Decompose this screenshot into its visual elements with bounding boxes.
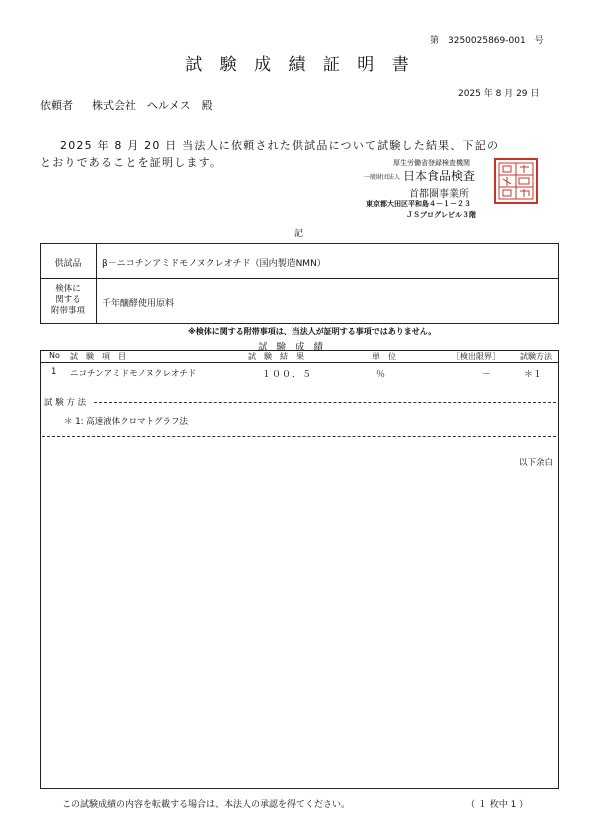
- statement-line-2: とおりであることを証明します。: [40, 156, 223, 169]
- sample-label: 供試品: [54, 259, 82, 269]
- col-method: 試験方法: [520, 352, 552, 361]
- document-title: 試 験 成 績 証 明 書: [185, 55, 415, 75]
- client-label: 依頼者: [40, 99, 73, 112]
- issuer-address-2: ＪＳプログレビル３階: [406, 211, 476, 219]
- issuer-org-prefix: 一般財団法人: [364, 174, 401, 181]
- attached-info-label: 検体に 関する 附帯事項: [50, 284, 85, 316]
- issue-date: 2025 年 8 月 29 日: [458, 89, 540, 99]
- issuer-address-1: 東京都大田区平和島４－１－２３: [366, 200, 471, 208]
- col-unit: 単 位: [372, 352, 396, 361]
- method-item: ＊ 1: 高速液体クロマトグラフ法: [64, 417, 189, 427]
- sample-value: β－ニコチンアミドモノヌクレオチド（国内製造NMN）: [102, 259, 326, 269]
- official-seal-stamp: [494, 158, 538, 204]
- client-name: 株式会社 ヘルメス 殿: [92, 99, 213, 112]
- col-item: 試 験 項 目: [70, 352, 126, 361]
- document-number: 第 3250025869-001 号: [430, 36, 544, 46]
- row-no: 1: [51, 367, 57, 377]
- attached-info-value: 千年醸酵使用原料: [102, 299, 175, 309]
- row-item: ニコチンアミドモノヌクレオチド: [70, 369, 197, 379]
- sample-note: ※検体に関する附帯事項は、当法人が証明する事項ではありません。: [188, 327, 437, 336]
- row-limit: －: [482, 370, 492, 380]
- statement-line-1: 2025 年 8 月 20 日 当法人に依頼された供試品について試験した結果、下記の: [60, 139, 500, 152]
- col-limit: ［検出限界］: [452, 352, 500, 361]
- issuer-office: 首都圏事業所: [409, 189, 469, 200]
- col-no: No: [49, 351, 60, 360]
- row-result: １００．５: [262, 370, 313, 380]
- results-heading: 試 験 成 績: [258, 342, 327, 353]
- end-note: 以下余白: [519, 458, 554, 468]
- col-result: 試 験 結 果: [248, 352, 304, 361]
- issuer-org-name: 日本食品検査: [403, 169, 476, 183]
- page-indicator: （ １ 枚中 1 ）: [466, 800, 529, 810]
- row-unit: ％: [376, 370, 386, 380]
- row-method: ＊１: [524, 370, 543, 380]
- issuer-registration: 厚生労働省登録検査機関: [393, 159, 470, 167]
- ki-marker: 記: [294, 229, 304, 239]
- footer-notice: この試験成績の内容を転載する場合は、本法人の承認を得てください。: [62, 800, 351, 810]
- method-label: 試 験 方 法: [44, 398, 87, 408]
